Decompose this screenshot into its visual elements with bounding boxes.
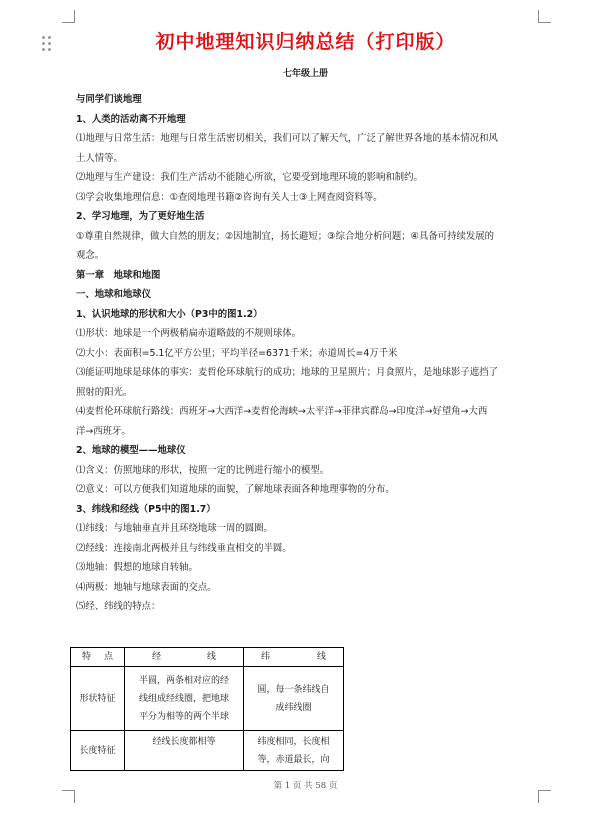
paragraph-line: ⑵大小：表面积=5.1亿平方公里；平均半径=6371千米；赤道周长=4万千米 (76, 347, 398, 359)
table-header-row (71, 648, 344, 667)
paragraph-line: ⑵经线：连接南北两极并且与纬线垂直相交的半圆。 (76, 542, 292, 554)
section-heading: 2、地球的模型——地球仪 (76, 445, 186, 456)
table-cell: 纬度相同，长度相 等，赤道最长，向 (244, 731, 344, 771)
table-cell: 经线长度都相等 (125, 731, 244, 771)
paragraph-line: ⑶学会收集地理信息：①查阅地理书籍②咨询有关人士③上网查阅资料等。 (76, 191, 383, 203)
table-row-label: 长度特征 (71, 731, 125, 771)
table-row-label: 形状特征 (71, 667, 125, 731)
table-header-cell: 经 线 (125, 648, 244, 667)
page-footer: 第 1 页 共 58 页 (273, 781, 338, 791)
paragraph-line: 观念。 (76, 250, 105, 261)
table-header-cell: 特 点 (71, 648, 125, 667)
paragraph-line: ⑴含义：仿照地球的形状，按照一定的比例进行缩小的模型。 (76, 464, 330, 476)
paragraph-line: ⑶能证明地球是球体的事实：麦哲伦环球航行的成功；地球的卫星照片；月食照片，是地球影子遮挡了 (76, 367, 498, 378)
paragraph-line: 土人情等。 (76, 152, 123, 164)
crop-mark-top-left (62, 10, 75, 23)
paragraph-line: 照射的阳光。 (76, 386, 133, 398)
crop-mark-bottom-left (62, 790, 75, 803)
table-cell: 圆，每一条纬线自 成纬线圈 (244, 667, 344, 731)
paragraph-line: ⑵地理与生产建设：我们生产活动不能随心所欲，它要受到地理环境的影响和制约。 (76, 172, 423, 183)
paragraph-line: ①尊重自然规律，做大自然的朋友；②因地制宜，扬长避短；③综合地分析问题；④具备可持续发展的 (76, 230, 494, 242)
document-subtitle: 七年级上册 (282, 69, 328, 79)
paragraph-line: ⑶地轴：假想的地球自转轴。 (76, 562, 198, 573)
paragraph-line: ⑷两极：地轴与地球表面的交点。 (76, 581, 217, 593)
section-heading: 2、学习地理，为了更好地生活 (76, 211, 205, 222)
document-title: 初中地理知识归纳总结（打印版） (155, 31, 456, 53)
section-heading: 第一章 地球和地图 (76, 269, 161, 281)
document-body (76, 90, 544, 617)
paragraph-line: ⑸经、纬线的特点： (76, 601, 161, 612)
table-header-cell: 纬 线 (244, 648, 344, 667)
paragraph-line: ⑴形状：地球是一个两极稍扁赤道略鼓的不规则球体。 (76, 328, 302, 339)
section-heading: 1、人类的活动离不开地理 (76, 113, 186, 125)
paragraph-line: 洋→西班牙。 (76, 425, 131, 437)
crop-mark-bottom-right (538, 790, 551, 803)
table-row (71, 667, 344, 731)
paragraph-line: ⑷麦哲伦环球航行路线：西班牙→大西洋→麦哲伦海峡→太平洋→菲律宾群岛→印度洋→好望角→大西 (76, 406, 488, 417)
table-cell: 半圆，两条相对应的经 线组成经线圈，把地球 平分为相等的两个半球 (125, 667, 244, 731)
section-heading: 1、认识地球的形状和大小（P3中的图1.2） (76, 308, 263, 320)
section-heading: 3、纬线和经线（P5中的图1.7） (76, 503, 216, 515)
section-heading: 一、地球和地球仪 (76, 289, 152, 300)
paragraph-line: ⑴地理与日常生活：地理与日常生活密切相关，我们可以了解天气，广泛了解世界各地的基本情况和风 (76, 133, 498, 144)
paragraph-line: ⑴纬线：与地轴垂直并且环绕地球一周的圆圈。 (76, 523, 273, 534)
table-row (71, 731, 344, 771)
paragraph-line: ⑵意义：可以方便我们知道地球的面貌，了解地球表面各种地理事物的分布。 (76, 484, 395, 495)
section-heading: 与同学们谈地理 (76, 94, 142, 105)
crop-mark-top-right (538, 10, 551, 23)
meridian-parallel-table (70, 647, 344, 771)
